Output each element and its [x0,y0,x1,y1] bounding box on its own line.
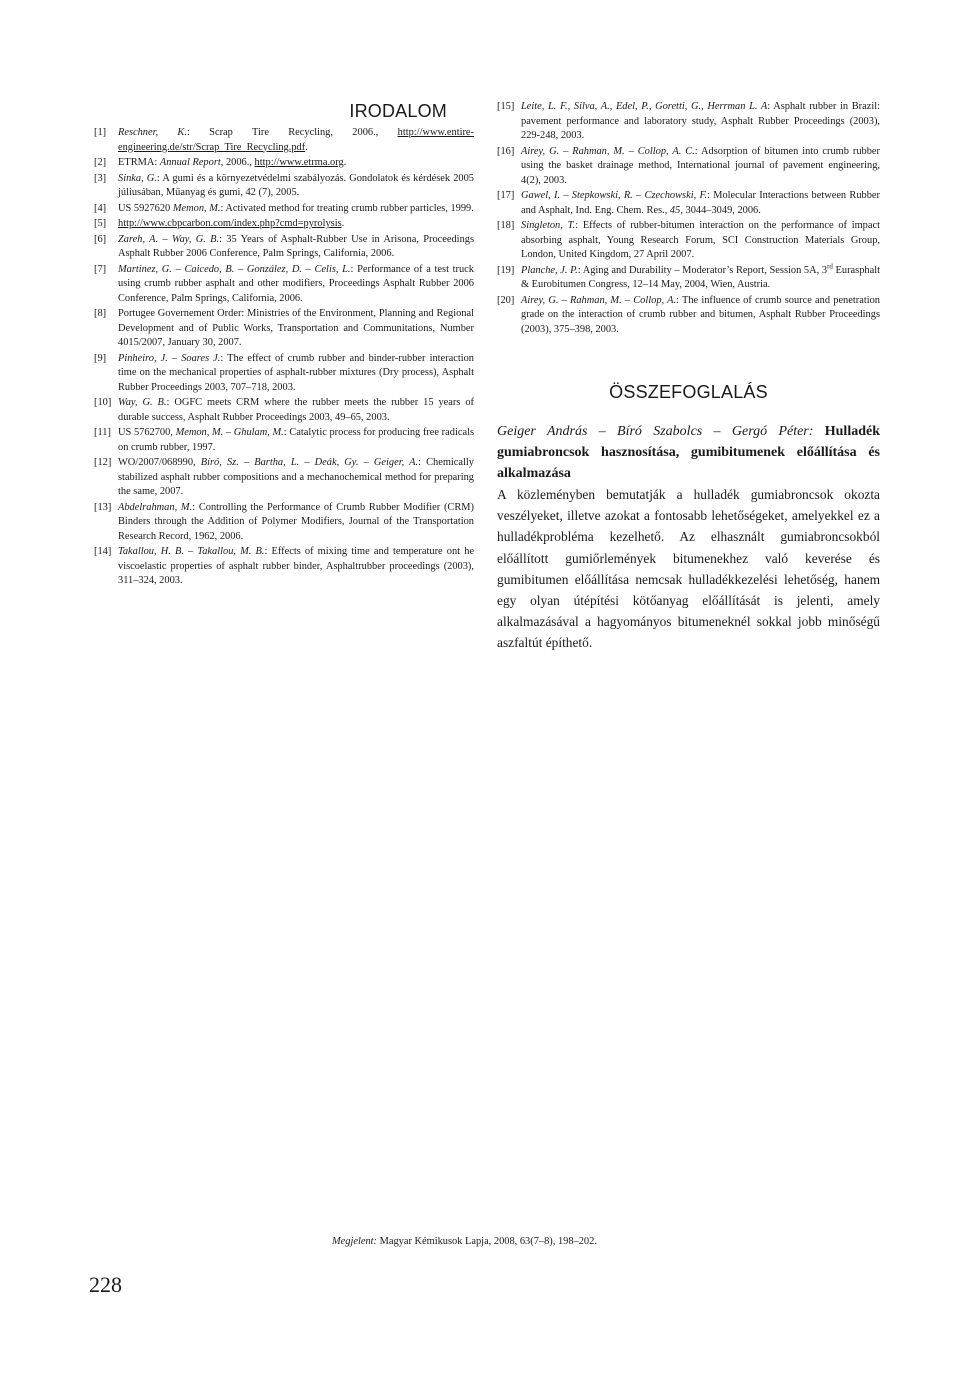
reference-text-part: : Molecular Interactions between Rubber and Asphalt, Ind. Eng. Chem. Res., [521,190,880,216]
reference-item [94,456,474,500]
reference-text [118,501,474,545]
reference-text-part: . [305,141,308,153]
reference-item [94,156,474,171]
reference-text-part: Eurasphalt & Eurobitumen Congress, 12–14 May, 2004, Wien, Austria. [521,264,880,290]
left-column [94,100,474,590]
reference-text-part: US 5927620 [118,202,173,214]
reference-item [497,100,880,144]
reference-text [118,217,474,232]
reference-number: [14] [94,546,112,557]
reference-text [521,145,880,189]
reference-number: [12] [94,457,112,468]
reference-text-part: ETRMA: [118,157,160,168]
reference-number: [17] [497,190,515,201]
reference-text-part: , 2006., [220,157,255,168]
reference-text-part: Abdelrahman, M. [118,501,193,513]
reference-link[interactable]: http://www.etrma.org [254,157,344,168]
reference-text [118,172,474,201]
reference-text-part: rd [827,262,833,271]
reference-item [94,307,474,351]
reference-text [118,545,474,589]
reference-text [521,100,880,144]
reference-item [94,202,474,217]
reference-number: [8] [94,308,107,319]
reference-text-part: Singleton, T. [521,220,576,231]
reference-number: [16] [497,145,515,157]
page-number: 228 [89,1272,122,1297]
reference-number: [3] [94,172,107,184]
reference-text [118,126,474,155]
reference-text [118,263,474,307]
right-column [497,100,880,654]
summary-body: A közleményben bemutatják a hulladék gumiabroncsok okozta veszélyeket, illetve azokat a fontosabb lehetőségeket, amelyekkel ez a hulladékprobléma kezelhető. Az elhasznált gumiabroncsokból előállított gumiőrlemények bitumenekhez való keverése és gumibitumen előállítása nemcsak hulladékkezelési lehetőség, hanem egy olyan útépítési kötőanyag előállítását is jelenti, amely alkalmazásával a hagyományos bitumeneknél sokkal jobb minőségű aszfaltút építhető. [497,487,880,651]
reference-text-part: Reschner, K. [118,127,187,138]
reference-item [497,189,880,218]
reference-text [521,189,880,218]
reference-text-part: : Aging and Durability – Moderator’s Report, Session 5A, 3 [577,264,828,276]
reference-item [94,396,474,425]
reference-text-part: : Performance of a test truck using crumb rubber asphalt and other modifiers, Proceedings Asphalt Rubber 2006 Conference, Palm Springs, California, 2006. [118,263,474,304]
summary-article-title: Hulladék gumiabroncsok hasznosítása, gumibitumenek előállítása és alkalmazása [497,424,880,481]
reference-item [497,264,880,293]
reference-item [94,263,474,307]
reference-text-part: WO/2007/068990, [118,457,201,468]
reference-text-part: : The influence of crumb source and penetration grade on the interaction of crumb rubber and bitumen, Asphalt Rubber Proceedings (2003), 375–398, 2003. [521,294,880,335]
reference-text [118,233,474,262]
reference-number: [9] [94,352,107,364]
reference-text-part: Martinez, G. – Caicedo, B. – González, D. – Celis, L. [118,263,351,275]
reference-text-part: : Activated method for treating crumb rubber particles, 1999. [220,202,474,214]
reference-text-part: Takallou, H. B. – Takallou, M. B. [118,546,265,557]
reference-text-part: : 35 Years of Asphalt-Rubber Use in Arisona, Proceedings Asphalt Rubber 2006 Conference, Palm Springs, California, 2006. [118,233,475,259]
references-title: IRODALOM [349,101,447,121]
reference-text [118,202,474,217]
reference-text-part: : A gumi és a környezetvédelmi szabályozás. Gondolatok és kérdések 2005 júliusában, Műanyag és gumi, 42 (7), 2005. [118,172,474,198]
reference-item [497,145,880,189]
reference-item [94,172,474,201]
reference-number: [1] [94,127,107,138]
reference-number: [15] [497,101,515,112]
reference-number: [18] [497,220,515,231]
reference-text [118,156,474,171]
reference-text-part: . [343,157,347,168]
reference-number: [4] [94,202,107,214]
reference-text [521,264,880,293]
reference-text-part: : The effect of crumb rubber and binder-rubber interaction time on the mechanical properties of asphalt-rubber mixtures (Dry process), Asphalt Rubber Proceedings 2003, 707–718, 2003. [118,352,474,393]
reference-text-part: Gawel, I. – Stepkowski, R. – Czechowski, F. [521,190,708,201]
reference-text [118,396,474,425]
reference-text-part: : Effects of mixing time and temperature ont he viscoelastic properties of asphalt rubber binder, Asphaltrubber proceedings (2003), 311–324, 2003. [118,546,475,586]
reference-number: [7] [94,263,107,275]
reference-text-part: : Scrap Tire Recycling, 2006., [186,127,398,138]
reference-text-part: Planche, J. P. [521,264,578,276]
published-label: Megjelent: [332,1236,378,1247]
reference-text-part: : Chemically stabilized asphalt rubber compositions and a mechanochemical method for preparing the same, 2007. [118,457,474,497]
reference-item [94,233,474,262]
reference-item [94,352,474,396]
reference-text [118,307,474,351]
reference-text-part: : Asphalt rubber in Brazil: pavement performance and laboratory study, Asphalt Rubber Proceedings (2003), 229-248, 2003. [521,101,880,141]
reference-text-part: Sinka, G. [118,172,157,184]
reference-item [94,126,474,155]
reference-number: [6] [94,233,107,245]
reference-text-part: , 3044–3049, 2006. [680,204,761,216]
reference-text [521,219,880,263]
published-text: Magyar Kémikusok Lapja, 2008, 63(7–8), 198–202. [377,1236,597,1247]
reference-text [118,352,474,396]
reference-text-part: Airey, G. – Rahman, M. – Collop, A. [521,294,677,306]
reference-item [94,217,474,232]
reference-text-part: : Adsorption of bitumen into crumb rubber using the basket drainage method, International journal of pavement engineering, 4(2), 2003. [521,145,880,186]
reference-text-part: : Controlling the Performance of Crumb Rubber Modifier (CRM) Binders through the Addition of Polymer Modifiers, Journal of the Transportation Research Record, 1962, 2006. [118,501,474,542]
summary-heading [497,421,880,484]
reference-link[interactable]: http://www.entire-engineering.de/str/Scrap_Tire_Recycling.pdf [118,127,474,153]
summary-authors: Geiger András – Bíró Szabolcs – Gergó Péter: [497,424,814,439]
reference-text-part: Pinheiro, J. – Soares J. [118,352,221,364]
reference-text-part: Bíró, Sz. – Bartha, L. – Deák, Gy. – Geiger, A. [200,457,419,468]
reference-text-part: Zareh, A. – Way, G. B. [118,233,220,245]
reference-text-part: Memon, M. [172,202,221,214]
reference-text-part: Way, G. B. [118,397,167,408]
reference-text-part: : Effects of rubber-bitumen interaction on the performance of impact absorbing asphalt, Young Research Forum, SCI Construction Materials Group, London, United Kingdom, 27 April 2007. [521,220,880,260]
reference-number: [20] [497,294,515,306]
reference-text-part: Annual Report [159,157,221,168]
reference-item [94,501,474,545]
published-note [332,1235,597,1249]
reference-link[interactable]: http://www.cbpcarbon.com/index.php?cmd=pyrolysis [118,218,342,229]
summary-title: ÖSSZEFOGLALÁS [609,382,768,402]
reference-text-part: : OGFC meets CRM where the rubber meets the rubber 15 years of durable success, Asphalt Rubber Proceedings 2003, 49–65, 2003. [118,397,475,423]
reference-number: [19] [497,264,515,276]
reference-item [94,545,474,589]
reference-text-part: Memon, M. – Ghulam, M. [175,427,284,438]
reference-text-part: US 5762700, [118,427,176,438]
reference-text-part: Portugee Governement Order: Ministries of the Environment, Planning and Regional Development and of Public Works, Transportation and Communitations, Number 4015/2007, January 30, 2007. [118,308,474,348]
reference-item [497,294,880,338]
reference-item [94,426,474,455]
reference-number: [13] [94,501,112,513]
reference-number: [10] [94,397,112,408]
reference-text-part: . [341,218,345,229]
reference-number: [11] [94,427,111,438]
reference-text [118,456,474,500]
reference-number: [2] [94,157,107,168]
reference-number: [5] [94,218,107,229]
reference-text [118,426,474,455]
reference-text-part: Leite, L. F., Silva, A., Edel, P., Goretti, G., Herrman L. A [521,101,768,112]
reference-text-part: 45 [669,204,681,216]
reference-text [521,294,880,338]
reference-text-part: : Catalytic process for producing free radicals on crumb rubber, 1997. [118,427,474,453]
reference-list-left [94,126,474,589]
reference-item [497,219,880,263]
reference-text-part: Airey, G. – Rahman, M. – Collop, A. C. [521,145,695,157]
reference-list-right [497,100,880,337]
